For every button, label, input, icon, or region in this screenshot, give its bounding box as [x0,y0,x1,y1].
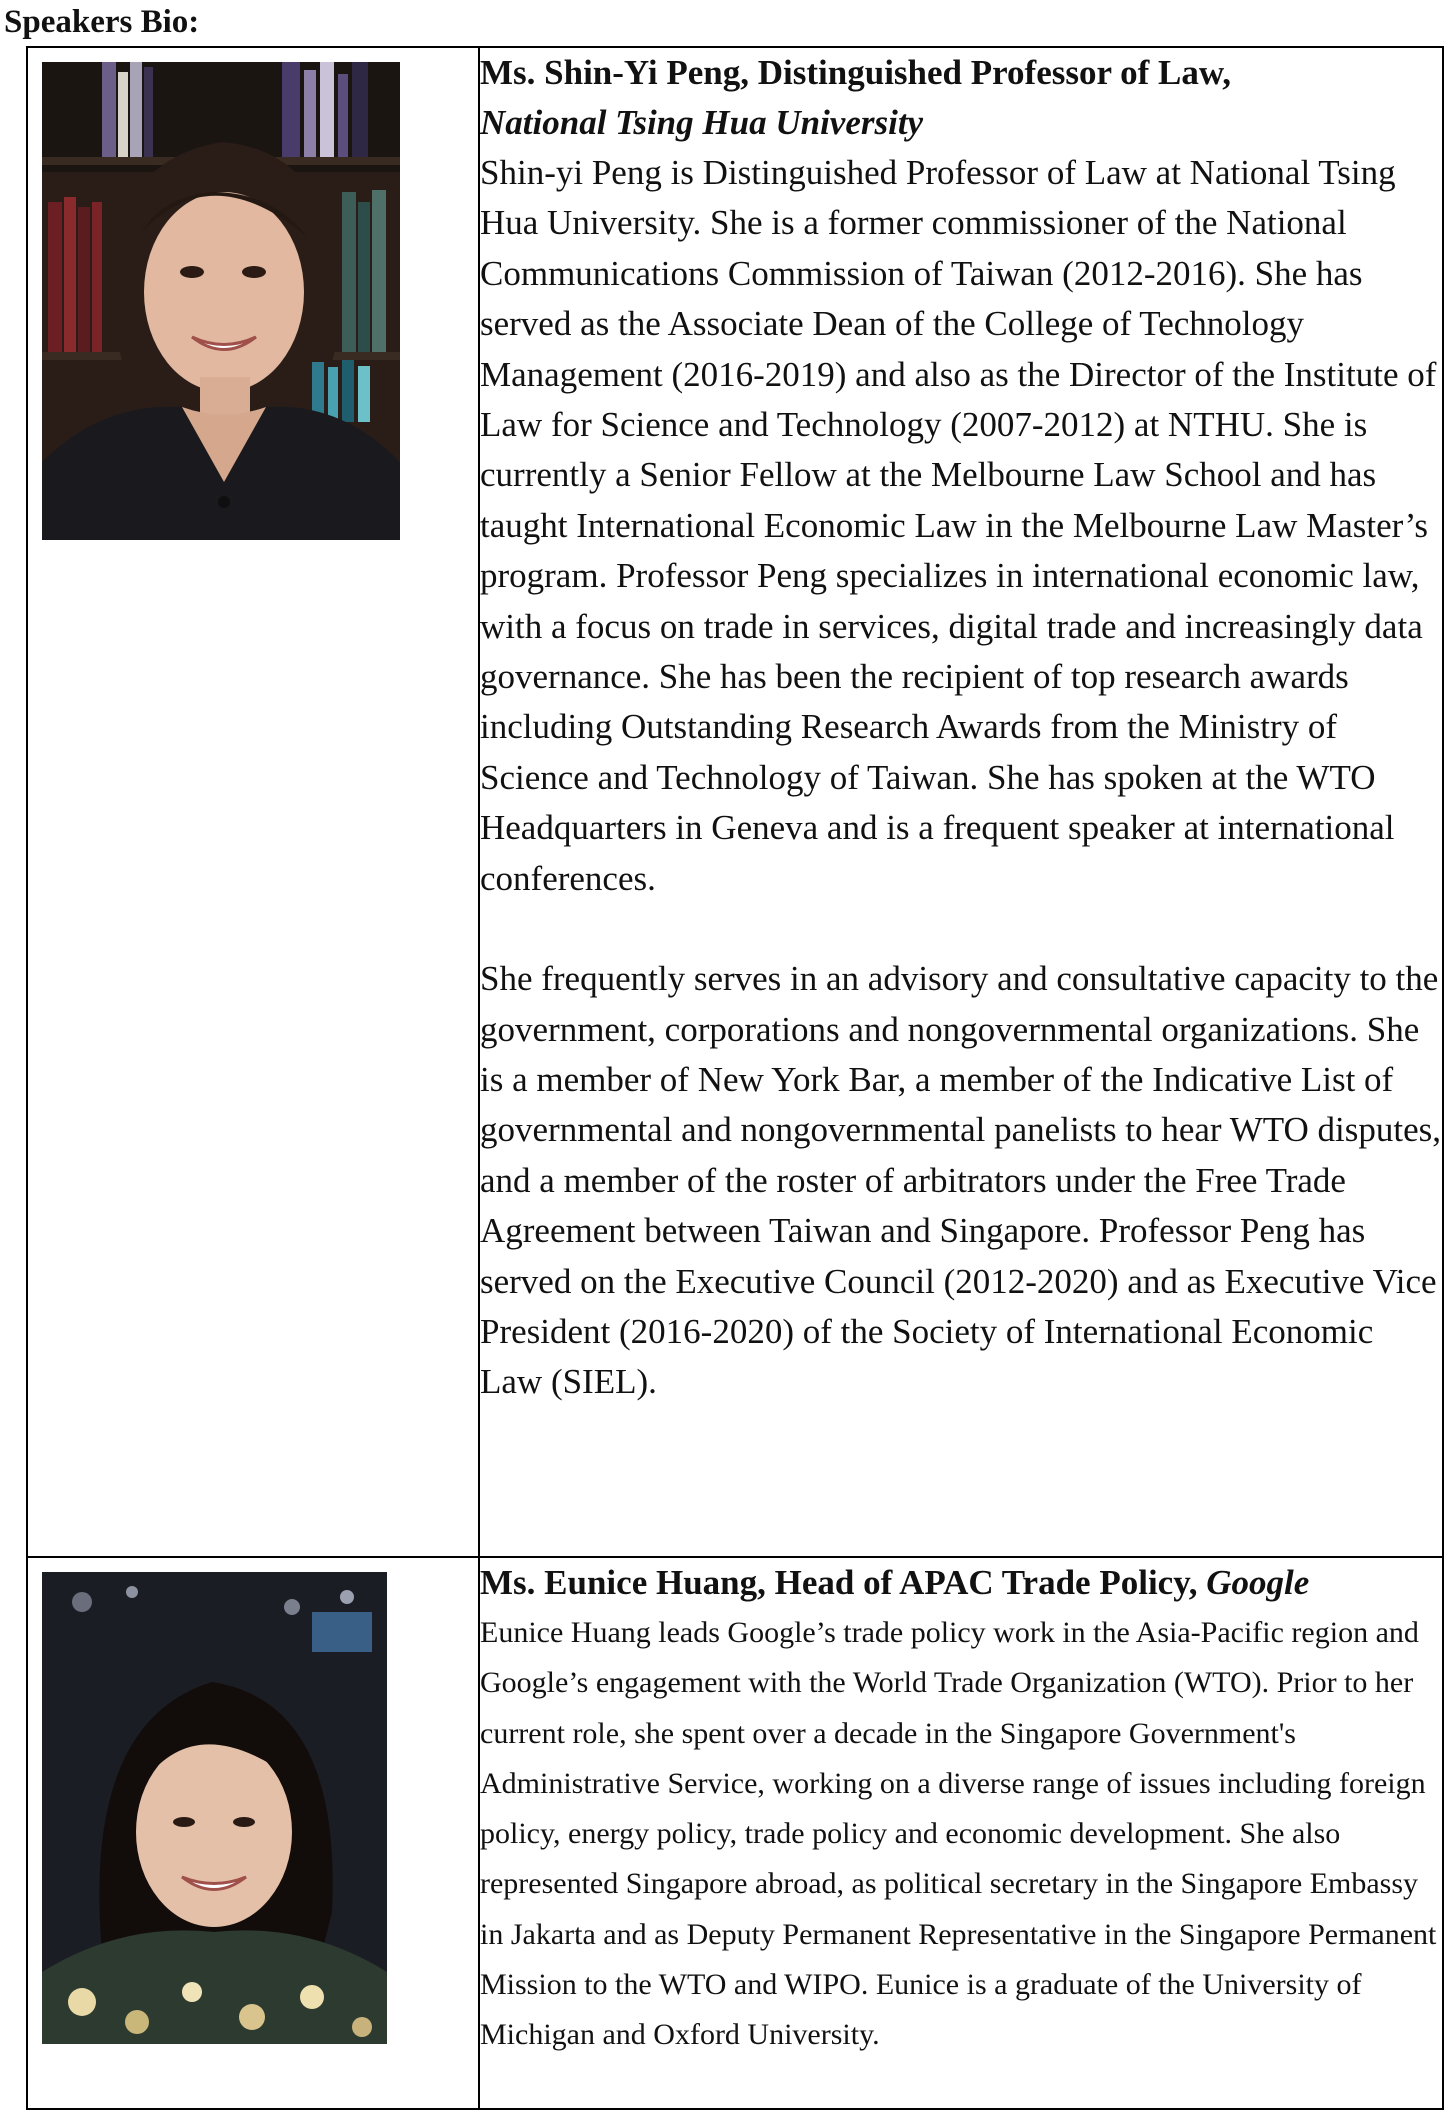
speaker-name-title [480,1558,1442,1608]
speaker-photo-peng [42,62,400,540]
speaker-row [27,47,1443,1557]
bio-paragraph: Eunice Huang leads Google’s trade policy work in the Asia-Pacific region and Google’s engagement with the World Trade Organization (WTO). Prior to her current role, she spent over a decade in the Singapore Government's Administrative Service, working on a diverse range of issues including foreign policy, energy policy, trade policy and economic development. She also represented Singapore abroad, as political secretary in the Singapore Embassy in Jakarta and as Deputy Permanent Representative in the Singapore Permanent Mission to the WTO and WIPO. Eunice is a graduate of the University of Michigan and Oxford University. [480,1616,1437,2052]
speaker-row [27,1557,1443,2109]
bio-cell [479,47,1443,1557]
speakers-table [26,46,1444,2110]
speaker-name: Ms. Eunice Huang, Head of APAC Trade Policy, [480,1563,1198,1602]
bio-cell [479,1557,1443,2109]
speaker-name-title: Ms. Shin-Yi Peng, Distinguished Professor of Law, [480,53,1231,92]
photo-cell [27,47,479,1557]
speaker-institution: Google [1206,1563,1310,1602]
speaker-institution: National Tsing Hua University [480,103,924,142]
photo-cell [27,1557,479,2109]
page-heading: Speakers Bio: [4,4,200,40]
bio-paragraph: She frequently serves in an advisory and consultative capacity to the government, corporations and nongovernmental organizations. She is a member of New York Bar, a member of the Indicative List of governmental and nongovernmental panelists to hear WTO disputes, and a member of the roster of arbitrators under the Free Trade Agreement between Taiwan and Singapore. Professor Peng has served on the Executive Council (2012-2020) and as Executive Vice President (2016-2020) of the Society of International Economic Law (SIEL). [480,959,1441,1402]
speaker-photo-huang [42,1572,387,2044]
bio-paragraph: Shin-yi Peng is Distinguished Professor of Law at National Tsing Hua University. She is a former commissioner of the National Communications Commission of Taiwan (2012-2016). She has served as the Associate Dean of the College of Technology Management (2016-2019) and also as the Director of the Institute of Law for Science and Technology (2007-2012) at NTHU. She is currently a Senior Fellow at the Melbourne Law School and has taught International Economic Law in the Melbourne Law Master’s program. Professor Peng specializes in international economic law, with a focus on trade in services, digital trade and increasingly data governance. She has been the recipient of top research awards including Outstanding Research Awards from the Ministry of Science and Technology of Taiwan. She has spoken at the WTO Headquarters in Geneva and is a frequent speaker at international conferences. [480,153,1437,898]
